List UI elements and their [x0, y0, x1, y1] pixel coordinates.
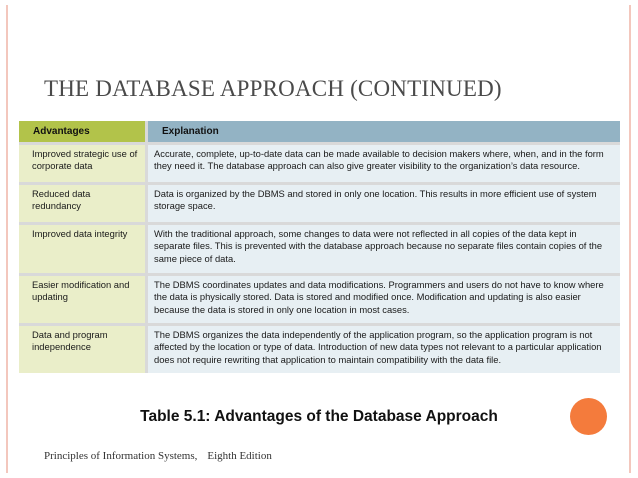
table-row — [19, 323, 620, 373]
table-caption — [0, 408, 638, 426]
header-advantages: Advantages — [19, 121, 145, 142]
table-row — [19, 222, 620, 273]
explanation-cell: The DBMS organizes the data independently of the application program, so the application program is not affected by the location or type of data. Introduction of new data types not relevant to a particular application does not require rewriting that application to maintain compatibility with the data file. — [145, 323, 620, 373]
table-header-row — [19, 121, 620, 142]
advantage-cell: Improved strategic use of corporate data — [19, 142, 145, 182]
advantages-table-grid — [19, 121, 620, 373]
advantage-cell: Easier modification and updating — [19, 273, 145, 323]
explanation-cell: The DBMS coordinates updates and data modifications. Programmers and users do not have to know where the data is physically stored. Data is stored and modified once. Modification and updating is also easier because the data is stored in only one location in most cases. — [145, 273, 620, 323]
advantages-table — [19, 121, 620, 372]
footer-book-title: Principles of Information Systems, — [44, 450, 198, 462]
header-explanation: Explanation — [145, 121, 620, 142]
advantage-cell: Improved data integrity — [19, 222, 145, 273]
accent-circle-icon — [570, 398, 607, 435]
table-row — [19, 182, 620, 222]
advantage-cell: Data and program independence — [19, 323, 145, 373]
advantage-cell: Reduced data redundancy — [19, 182, 145, 222]
footer-edition: Eighth Edition — [207, 450, 272, 462]
table-row — [19, 142, 620, 182]
table-row — [19, 273, 620, 323]
explanation-cell: Accurate, complete, up-to-date data can be made available to decision makers where, when, and in the form they need it. The database approach can also give greater visibility to the organization’s data resource. — [145, 142, 620, 182]
explanation-cell: With the traditional approach, some changes to data were not reflected in all copies of the data kept in separate files. This is prevented with the database approach because no separate files contain copies of the same piece of data. — [145, 222, 620, 273]
slide-footer — [44, 450, 272, 462]
explanation-cell: Data is organized by the DBMS and stored in only one location. This results in more efficient use of system storage space. — [145, 182, 620, 222]
table-caption-text: Table 5.1: Advantages of the Database Approach — [140, 408, 498, 425]
slide-title: THE DATABASE APPROACH (CONTINUED) — [44, 76, 502, 101]
